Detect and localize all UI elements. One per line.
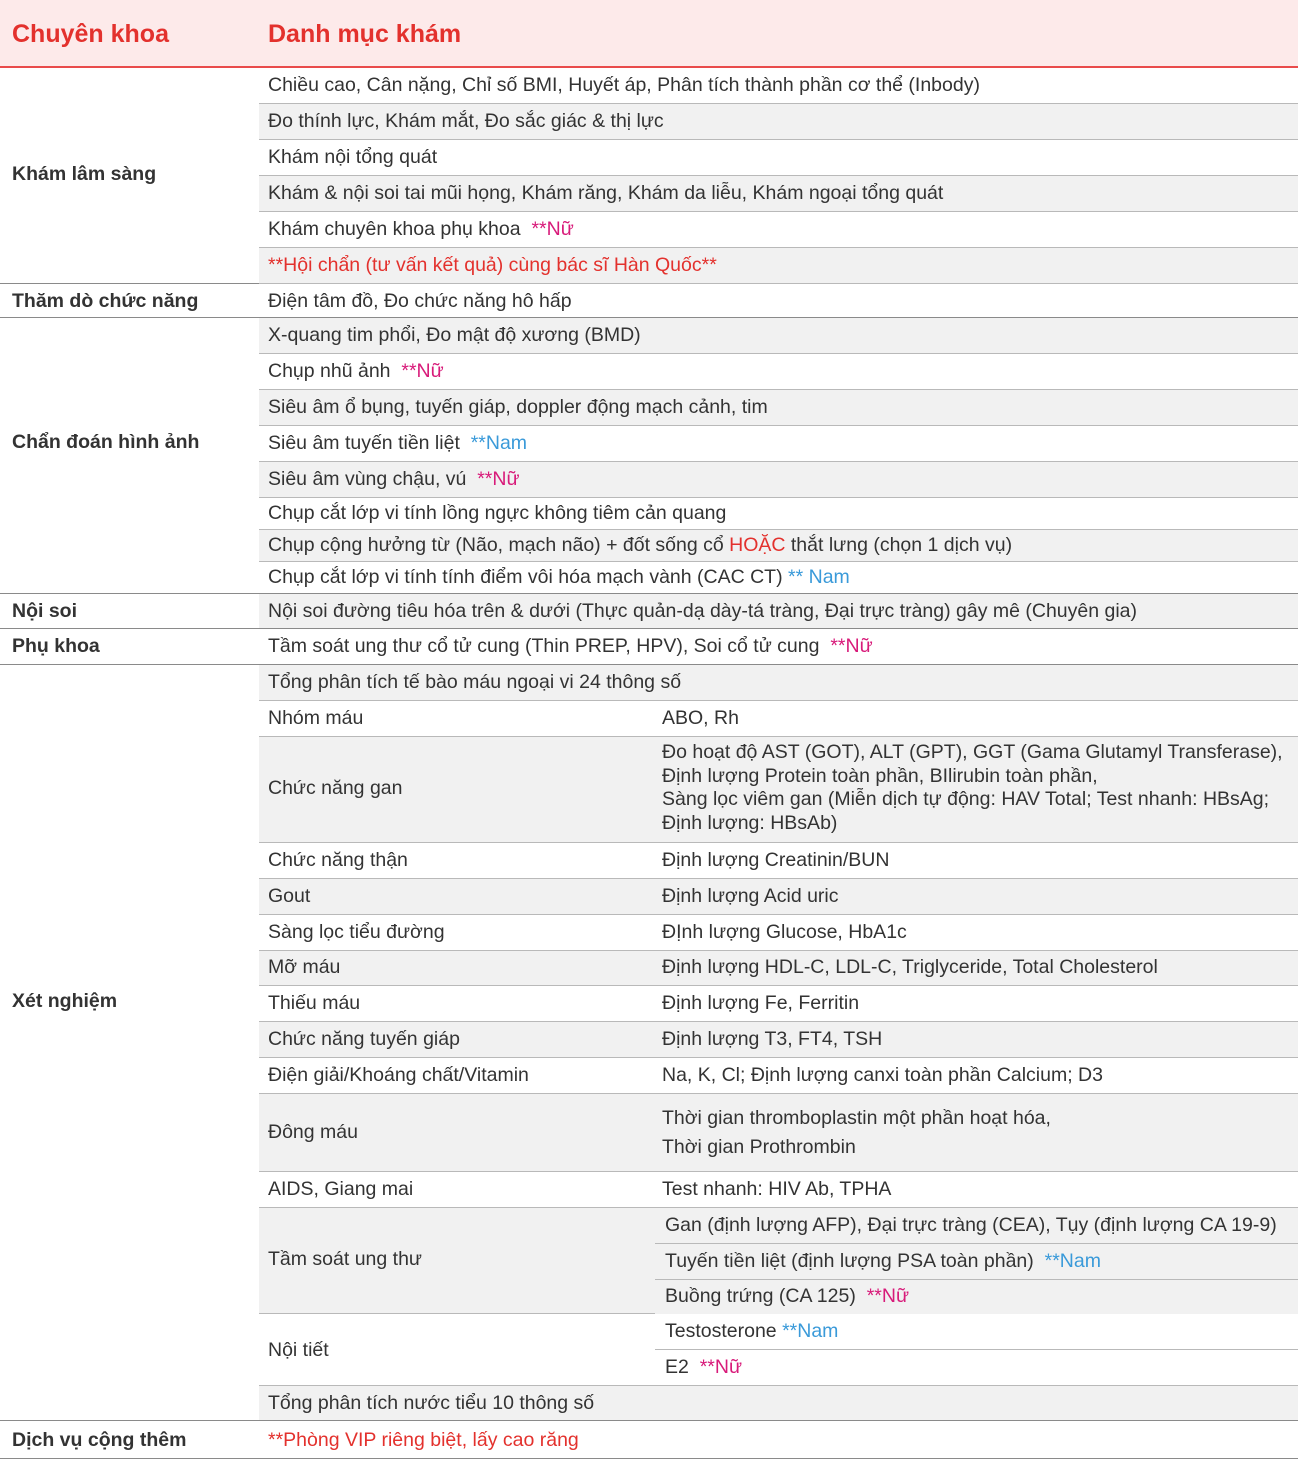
list-item: **Hội chẩn (tư vấn kết quả) cùng bác sĩ Hàn Quốc** — [259, 248, 1298, 284]
table-row: Nhóm máu ABO, Rh — [259, 701, 1298, 737]
list-item: Chụp cộng hưởng từ (Não, mạch não) + đốt sống cổ HOẶC thắt lưng (chọn 1 dịch vụ) — [259, 530, 1298, 562]
female-tag: **Nữ — [401, 360, 444, 382]
female-tag: **Nữ — [866, 1285, 910, 1307]
list-item: Khám chuyên khoa phụ khoa **Nữ — [259, 212, 1298, 248]
list-item: Tổng phân tích tế bào máu ngoại vi 24 thông số — [259, 665, 1298, 701]
list-item: Chụp nhũ ảnh **Nữ — [259, 354, 1298, 390]
table-row: Thiếu máu Định lượng Fe, Ferritin — [259, 986, 1298, 1022]
female-tag: **Nữ — [531, 218, 574, 240]
male-tag: **Nam — [470, 432, 528, 454]
male-tag: **Nam — [782, 1320, 839, 1342]
male-tag: ** Nam — [788, 566, 850, 588]
female-tag: **Nữ — [477, 468, 520, 490]
list-item: **Phòng VIP riêng biệt, lấy cao răng — [259, 1421, 1298, 1459]
table-row: Tầm soát ung thư — [259, 1208, 1298, 1314]
list-item: Khám nội tổng quát — [259, 140, 1298, 176]
header-category: Chuyên khoa — [12, 20, 169, 48]
female-tag: **Nữ — [830, 635, 873, 657]
table-row: Chức năng tuyến giáp Định lượng T3, FT4, TSH — [259, 1022, 1298, 1058]
list-item: Tầm soát ung thư cổ tử cung (Thin PREP, HPV), Soi cổ tử cung **Nữ — [259, 629, 1298, 665]
category-endoscopy: Nội soi — [0, 594, 259, 629]
or-word: HOẶC — [729, 534, 786, 556]
category-imaging: Chẩn đoán hình ảnh — [0, 318, 259, 594]
header-items: Danh mục khám — [268, 20, 462, 48]
category-function: Thăm dò chức năng — [0, 284, 259, 318]
list-item: Gan (định lượng AFP), Đại trực tràng (CEA), Tụy (định lượng CA 19-9) — [655, 1208, 1298, 1244]
list-item: Buồng trứng (CA 125) **Nữ — [655, 1280, 1298, 1314]
table-row: AIDS, Giang mai Test nhanh: HIV Ab, TPHA — [259, 1172, 1298, 1208]
table-row: Chức năng thận Định lượng Creatinin/BUN — [259, 843, 1298, 879]
table-row: Đông máu Thời gian thromboplastin một phần hoạt hóa, Thời gian Prothrombin — [259, 1094, 1298, 1172]
table-row: Nội tiết — [259, 1314, 1298, 1386]
list-item: Tuyến tiền liệt (định lượng PSA toàn phần) **Nam — [655, 1244, 1298, 1280]
list-item: Siêu âm ổ bụng, tuyến giáp, doppler động mạch cảnh, tim — [259, 390, 1298, 426]
list-item: Chụp cắt lớp vi tính tính điểm vôi hóa mạch vành (CAC CT) ** Nam — [259, 562, 1298, 594]
list-item: Testosterone **Nam — [655, 1314, 1298, 1350]
list-item: Siêu âm tuyến tiền liệt **Nam — [259, 426, 1298, 462]
list-item: Chụp cắt lớp vi tính lồng ngực không tiêm cản quang — [259, 498, 1298, 530]
female-tag: **Nữ — [699, 1356, 743, 1378]
list-item: Nội soi đường tiêu hóa trên & dưới (Thực quản-dạ dày-tá tràng, Đại trực tràng) gây mê (Chuyên gia) — [259, 594, 1298, 629]
category-extra-service: Dịch vụ cộng thêm — [0, 1421, 259, 1459]
table-header — [0, 0, 1298, 68]
table-row: Sàng lọc tiểu đường ĐỊnh lượng Glucose, HbA1c — [259, 915, 1298, 951]
list-item: E2 **Nữ — [665, 1356, 743, 1378]
list-item: Siêu âm vùng chậu, vú **Nữ — [259, 462, 1298, 498]
category-lab: Xét nghiệm — [0, 665, 259, 1421]
list-item: Đo thính lực, Khám mắt, Đo sắc giác & thị lực — [259, 104, 1298, 140]
list-item: Điện tâm đồ, Đo chức năng hô hấp — [259, 284, 1298, 318]
list-item: X-quang tim phổi, Đo mật độ xương (BMD) — [259, 318, 1298, 354]
male-tag: **Nam — [1044, 1250, 1101, 1272]
category-clinical: Khám lâm sàng — [0, 68, 259, 284]
list-item: Khám & nội soi tai mũi họng, Khám răng, Khám da liễu, Khám ngoại tổng quát — [259, 176, 1298, 212]
table-row: Chức năng gan Đo hoạt độ AST (GOT), ALT (GPT), GGT (Gama Glutamyl Transferase), Định lượng Protein toàn phần, BIlirubin toàn phần, Sàng lọc viêm gan (Miễn dịch tự động: HAV Total; Test nhanh: HBsAg; Định lượng: HBsAb) — [259, 737, 1298, 843]
category-gynecology: Phụ khoa — [0, 629, 259, 665]
table-row: Mỡ máu Định lượng HDL-C, LDL-C, Triglyceride, Total Cholesterol — [259, 951, 1298, 986]
list-item: Tổng phân tích nước tiểu 10 thông số — [259, 1386, 1298, 1421]
table-row: Điện giải/Khoáng chất/Vitamin Na, K, Cl; Định lượng canxi toàn phần Calcium; D3 — [259, 1058, 1298, 1094]
table-row: Gout Định lượng Acid uric — [259, 879, 1298, 915]
list-item: Chiều cao, Cân nặng, Chỉ số BMI, Huyết áp, Phân tích thành phần cơ thể (Inbody) — [259, 68, 1298, 104]
